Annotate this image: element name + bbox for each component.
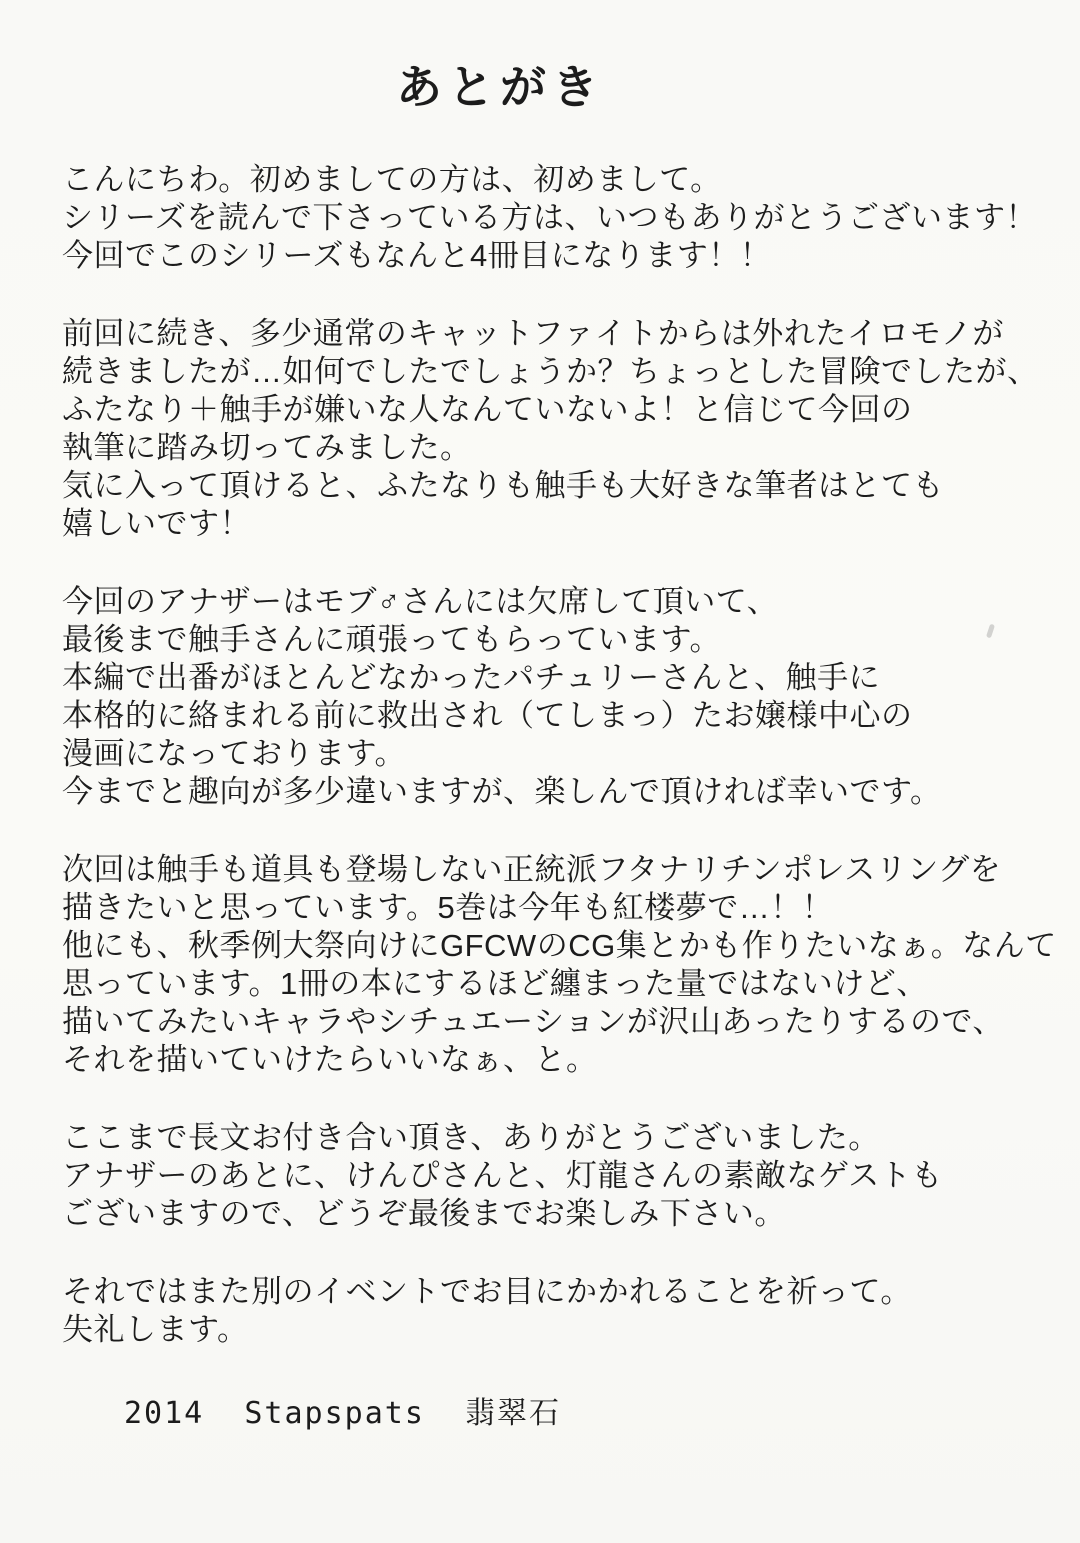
text-line: 本格的に絡まれる前に救出され（てしまっ）たお嬢様中心の [62,698,913,734]
text-line: 次回は触手も道具も登場しない正統派フタナリチンポレスリングを [62,852,1002,888]
text-line: 失礼します。 [62,1312,249,1348]
paragraph-next-plans [62,851,1057,1079]
text-line: ございますので、どうぞ最後までお楽しみ下さい。 [62,1196,786,1232]
paragraph-greeting [62,161,1050,275]
text-line: 漫画になっております。 [62,736,407,772]
text-line: 本編で出番がほとんどなかったパチュリーさんと、触手に [62,660,881,696]
text-line: 今までと趣向が多少違いますが、楽しんで頂ければ幸いです。 [62,774,942,810]
page-title: あとがき [396,61,604,113]
text-line: ここまで長文お付き合い頂き、ありがとうございました。 [62,1120,880,1156]
paragraph-thanks [62,1119,1050,1233]
text-line: こんにちわ。初めましての方は、初めまして。 [62,162,722,198]
text-line: 描きたいと思っています。5巻は今年も紅楼夢で…！！ [62,890,834,926]
afterword-body [0,115,1080,1433]
paragraph-farewell [62,1273,1050,1349]
text-line: それを描いていけたらいいなぁ、と。 [62,1042,598,1078]
paragraph-previous-work [62,315,1050,543]
credit-line: 2014 Stapspats 翡翠石 [124,1396,562,1432]
text-line: 他にも、秋季例大祭向けにGFCWのCG集とかも作りたいなぁ。なんて [62,928,1057,964]
text-line: アナザーのあとに、けんぴさんと、灯龍さんの素敵なゲストも [62,1158,943,1194]
text-line: 前回に続き、多少通常のキャットファイトからは外れたイロモノが [62,316,1004,352]
text-line: 今回のアナザーはモブ♂さんには欠席して頂いて、 [62,584,779,620]
text-line: 執筆に踏み切ってみました。 [62,430,472,466]
text-line: 気に入って頂けると、ふたなりも触手も大好きな筆者はとても [62,468,944,504]
text-line: 思っています。1冊の本にするほど纏まった量ではないけど、 [62,966,928,1002]
text-line: 続きましたが…如何でしたでしょうか？ちょっとした冒険でしたが、 [62,354,1039,390]
text-line: 今回でこのシリーズもなんと4冊目になります！！ [62,238,772,274]
text-line: シリーズを読んで下さっている方は、いつもありがとうございます！ [62,200,1037,236]
text-line: ふたなり＋触手が嫌いな人なんていないよ！と信じて今回の [62,392,913,428]
text-line: 嬉しいです！ [62,506,251,542]
text-line: 最後まで触手さんに頑張ってもらっています。 [62,622,722,658]
text-line: それではまた別のイベントでお目にかかれることを祈って。 [62,1274,912,1310]
paragraph-this-volume [62,583,1050,811]
text-line: 描いてみたいキャラやシチュエーションが沢山あったりするので、 [62,1004,1004,1040]
